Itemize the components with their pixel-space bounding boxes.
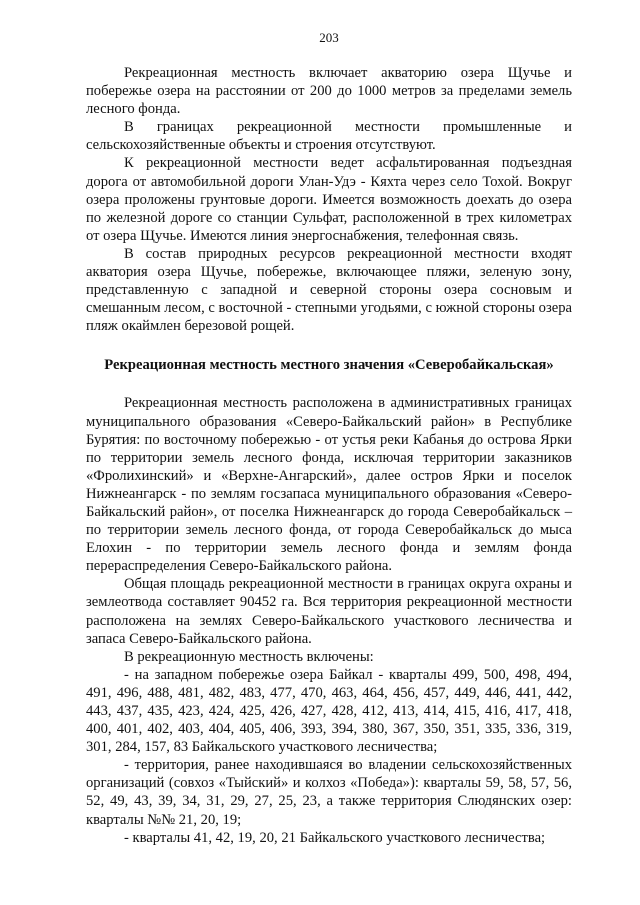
paragraph: К рекреационной местности ведет асфальтированная подъездная дорога от автомобильной дороги Улан-Удэ - Кяхта через село Тохой. Вокруг озера проложены грунтовые дороги. Имеется возможность доехать до озера по железной дороге со станции Сульфат, расположенной в трех километрах от озера Щучье. Имеются линия энергоснабжения, телефонная связь. (86, 155, 572, 244)
section-severobaikalskaya (86, 394, 572, 846)
list-item: - территория, ранее находившаяся во владении сельскохозяйственных организаций (совхоз «Тыйский» и колхоз «Победа»): кварталы 59, 58, 57, 56, 52, 49, 43, 39, 34, 31, 29, 27, 25, 23, а также территория Слюдянских озер: кварталы №№ 21, 20, 19; (86, 757, 572, 828)
section-heading: Рекреационная местность местного значения «Северобайкальская» (104, 357, 554, 374)
paragraph: В границах рекреационной местности промышленные и сельскохозяйственные объекты и строения отсутствуют. (86, 119, 572, 154)
paragraph: Рекреационная местность расположена в административных границах муниципального образования «Северо-Байкальский район» в Республике Бурятия: по восточному побережью - от устья реки Кабанья до острова Ярки по территории земель лесного фонда, исключая территории заказников «Фролихинский» и «Верхне-Ангарский», далее остров Ярки и поселок Нижнеангарск - по землям госзапаса муниципального образования «Северо-Байкальский район», от поселка Нижнеангарск до города Северобайкальск – по территории земель лесного фонда, от города Северобайкальск до мыса Елохин - по территории земель лесного фонда и землям фонда перераспределения Северо-Байкальского района. (86, 395, 572, 575)
section-shchuchye (86, 64, 572, 335)
paragraph: Рекреационная местность включает акваторию озера Щучье и побережье озера на расстоянии от 200 до 1000 метров за пределами земель лесного фонда. (86, 65, 572, 118)
paragraph: В рекреационную местность включены: (124, 648, 374, 665)
paragraph: В состав природных ресурсов рекреационной местности входят акватория озера Щучье, побережье, включающее пляжи, зеленую зону, представленную с западной и северной стороны озера сосновым и смешанным лесом, с восточной - степными угодьями, с южной стороны озера пляж окаймлен березовой рощей. (86, 245, 572, 335)
page-number: 203 (319, 30, 339, 45)
list-item: - на западном побережье озера Байкал - кварталы 499, 500, 498, 494, 491, 496, 488, 481, 482, 483, 477, 470, 463, 464, 456, 457, 449, 446, 441, 442, 443, 437, 435, 423, 424, 425, 426, 427, 428, 412, 413, 414, 415, 416, 417, 418, 400, 401, 402, 403, 404, 405, 406, 393, 394, 380, 367, 350, 351, 335, 336, 319, 301, 284, 157, 83 Байкальского участкового лесничества; (86, 666, 572, 756)
document-page (86, 30, 572, 847)
paragraph: Общая площадь рекреационной местности в границах округа охраны и землеотвода составляет 90452 га. Вся территория рекреационной местности расположена на землях Северо-Байкальского участкового лесничества и запаса Северо-Байкальского района. (86, 576, 572, 647)
list-item: - кварталы 41, 42, 19, 20, 21 Байкальского участкового лесничества; (124, 829, 546, 846)
